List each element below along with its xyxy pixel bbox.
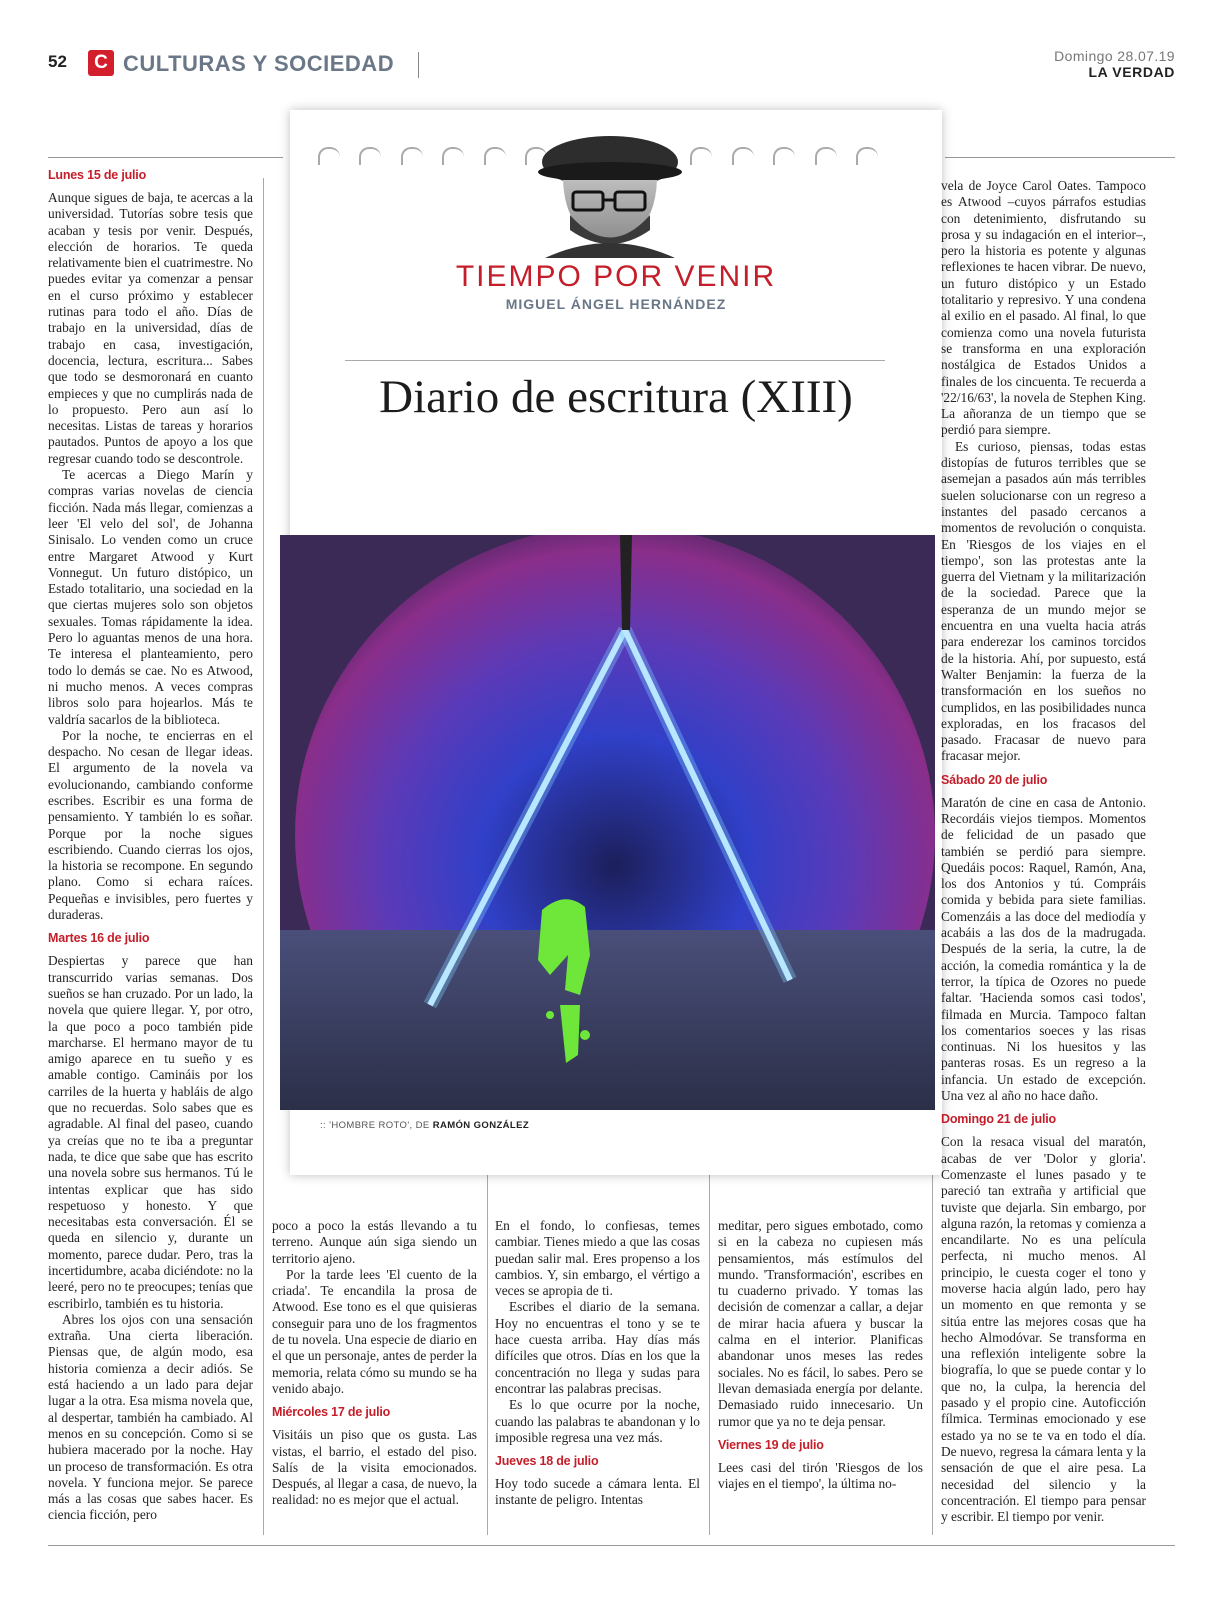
section-logo-icon: C — [88, 50, 114, 76]
caption-author: RAMÓN GONZÁLEZ — [432, 1120, 530, 1131]
paragraph: Con la resaca visual del maratón, acabas de ver 'Dolor y gloria'. Comenzaste el lunes pasado y te pareció tan extraña y artificial que tuviste que dejarla. Sin embargo, por alguna razón, la retomas y comienza a encandilarte. No es una película perfecta, ni mucho menos. Al principio, le cuesta coger el tono y moverse hacia algún lado, pero hay un momento en que remonta y se sitúa entre las mejores cosas que ha hecho Almodóvar. Se transforma en una reflexión inteligente sobre la biografía, lo que se puede contar y lo que no, la culpa, la herencia del pasado y el propio cine. Autoficción fílmica. Terminas emocionado y ese estado ya no se te va en todo el día. De nuevo, regresa la cámara lenta y la sensación de que el aire pesa. La necesidad del silencio y la concentración. El tiempo para pensar y escribir. El tiempo por venir. — [941, 1134, 1146, 1525]
column-header-card — [290, 110, 942, 1175]
paragraph: Por la tarde lees 'El cuento de la criada'. Te encandila la prosa de Atwood. Ese tono es el que quisieras conseguir para uno de los fragmentos de tu novela. Una especie de diario en el que un personaje, antes de perder la memoria, relata cómo su mundo se ha venido abajo. — [272, 1266, 477, 1396]
paragraph: Lees casi del tirón 'Riesgos de los viajes en el tiempo', la última no- — [718, 1459, 923, 1492]
paragraph: poco a poco la estás llevando a tu terreno. Aunque aún siga siendo un territorio ajeno. — [272, 1218, 477, 1266]
column-divider-1 — [263, 178, 264, 1535]
paragraph: Te acercas a Diego Marín y compras varias novelas de ciencia ficción. Nada más llegar, comienzas a leer 'El velo del sol', de Johanna Sinisalo. Lo venden como un cruce entre Margaret Atwood y Kurt Vonnegut. Un futuro distópico, un Estado totalitario, una sociedad en la que ciertas mujeres solo son objetos sexuales. Tomas rápidamente la idea. Pero lo aguantas menos de una hora. Te interesa el planteamiento, pero todo lo demás se cae. No es Atwood, ni mucho menos. A veces compras libros solo para hojearlos. Más te valdría sacarlos de la biblioteca. — [48, 467, 253, 727]
paragraph: Por la noche, te encierras en el despacho. No cesan de llegar ideas. El argumento de la novela va evolucionando, cambiando conforme escribes. Escribir es una forma de pensamiento. Y también lo es soñar. Porque por la noche sigues escribiendo. Cuando cierras los ojos, la historia se recompone. En segundo plano. Como si echara raíces. Pequeñas e invisibles, pero fuertes y duraderas. — [48, 727, 253, 923]
paragraph: meditar, pero sigues embotado, como si en la cabeza no cupiesen más pensamientos, más estímulos del mundo. 'Transformación', escribes en tu cuaderno privado. Y tomas las decisión de comenzar a callar, a dejar de mirar hacia afuera y buscar la calma en el interior. Planificas abandonar unos meses las redes sociales. No es fácil, lo sabes. Pero se llevan demasiada energía por delante. Demasiado ruido innecesario. Un rumor que ya no te deja pensar. — [718, 1218, 923, 1429]
page-number: 52 — [48, 52, 67, 71]
article-headline: Diario de escritura (XIII) — [379, 371, 853, 423]
column-divider-3 — [709, 1170, 710, 1535]
top-rule-left — [48, 157, 283, 158]
day-heading: Miércoles 17 de julio — [272, 1405, 391, 1420]
paragraph: Visitáis un piso que os gusta. Las vistas, el barrio, el estado del piso. Salís de la visita emocionados. Después, al llegar a casa, de nuevo, la realidad: no es mejor que el actual. — [272, 1427, 477, 1508]
top-rule-right — [945, 157, 1175, 158]
paragraph: Abres los ojos con una sensación extraña. Una cierta liberación. Piensas que, de algún modo, esa historia comienza a decir adiós. Se está haciendo a un lado para dejar lugar a la otra. Esa misma novela que, al despertar, también ha cambiado. Al menos en su concepción. Como si se hubiera macerado por la noche. Hay un proceso de transformación. Es otra novela. Y funciona mejor. Se parece más a las cosas que sabes hacer. Es ciencia ficción, pero — [48, 1311, 253, 1523]
article-column-5 — [941, 178, 1146, 1525]
paragraph: Hoy todo sucede a cámara lenta. El instante de peligro. Intentas — [495, 1476, 700, 1508]
day-heading: Jueves 18 de julio — [495, 1454, 599, 1469]
artwork-photo — [280, 535, 935, 1110]
newspaper-name: LA VERDAD — [1088, 64, 1175, 80]
header-divider — [418, 52, 419, 78]
column-author: MIGUEL ÁNGEL HERNÁNDEZ — [505, 296, 727, 312]
day-heading: Lunes 15 de julio — [48, 168, 147, 182]
paragraph: Aunque sigues de baja, te acercas a la universidad. Tutorías sobre tesis que acaban y tesis por venir. Después, elección de horarios. Te queda relativamente bien el cuatrimestre. No puedes evitar ya comenzar a pensar en el curso próximo y establecer rutinas para todo el año. Días de trabajo en la universidad, días de trabajo en casa, investigación, docencia, lectura, escritura... Sabes que todo se desmoronará en cuanto empieces y que no cumplirás nada de lo propuesto. Pero aun así lo necesitas. Listas de tareas y horarios pautados. Puntos de apoyo a los que regresar cuando todo se descontrole. — [48, 190, 253, 466]
article-column-2 — [272, 1218, 477, 1509]
paragraph: Despiertas y parece que han transcurrido varias semanas. Dos sueños se han cruzado. Por un lado, la novela que quiere llegar. Y, por otro, la que poco a poco también pide marcharse. El hermano mayor de tu amigo aparece en tu sueño y es amable contigo. Camináis por los carriles de la huerta y habláis de algo que no recuerdas. Solo sabes que es agradable. Al final del paseo, cuando ya creías que no te iba a preguntar nada, te dice que sabe que has escrito una novela sobre sus hermanos. Tú le intentas explicar que has sido respetuoso y honesto. Y que necesitabas esta conversación. Él se queda en silencio y, durante un momento, parece dudar. Pero, tras la incertidumbre, acaba diciéndote: no la leeré, pero no te preocupes; tenías que escribirlo, también es tu historia. — [48, 953, 253, 1311]
photo-caption — [320, 1120, 529, 1131]
title-rule — [345, 360, 885, 361]
column-divider-2 — [487, 1170, 488, 1535]
day-heading: Domingo 21 de julio — [941, 1112, 1056, 1127]
day-heading: Sábado 20 de julio — [941, 772, 1048, 787]
section-title: CULTURAS Y SOCIEDAD — [123, 51, 395, 76]
article-column-4 — [718, 1218, 923, 1492]
bottom-rule — [48, 1545, 1175, 1546]
paragraph: Escribes el diario de la semana. Hoy no encuentras el tono y se te hace cuesta arriba. Hay días más difíciles que otros. Días en los que la concentración no llega y sudas para encontrar las palabras precisas. — [495, 1299, 700, 1396]
paragraph: Es curioso, piensas, todas estas distopías de futuros terribles que se asemejan a pasados aún más terribles suelen solucionarse con un regreso a instantes del pasado cercanos a momentos de revolución o conquista. En 'Riesgos de los viajes en el tiempo', son las protestas ante la guerra del Vietnam y la militarización de la sociedad. Parece que la esperanza de un mundo mejor se encuentra en una vuelta hacia atrás para enderezar los caminos torcidos de la historia. Ahí, por supuesto, está Walter Benjamin: la fuerza de la transformación en los sueños no cumplidos, en las posibilidades nunca exploradas, en los fracasos del pasado. Fracasar de nuevo para fracasar mejor. — [941, 438, 1146, 764]
article-column-1 — [48, 168, 253, 1524]
author-portrait — [515, 110, 700, 258]
column-title: TIEMPO POR VENIR — [455, 260, 777, 293]
day-heading: Viernes 19 de julio — [718, 1437, 824, 1452]
day-heading: Martes 16 de julio — [48, 931, 150, 946]
caption-prefix: :: 'HOMBRE ROTO', DE — [320, 1120, 430, 1131]
issue-date: Domingo 28.07.19 — [1054, 48, 1175, 64]
article-column-3 — [495, 1218, 700, 1509]
paragraph: vela de Joyce Carol Oates. Tampoco es Atwood –cuyos párrafos estudias con detenimiento, disfrutando su prosa y su indagación en el interior–, pero la historia es potente y algunas reflexiones te hacen vibrar. De nuevo, un futuro distópico y un Estado totalitario y represivo. Y una condena al exilio en el pasado. Al final, lo que comienza como una novela futurista se transforma en una exploración nostálgica de Estados Unidos a finales de los cincuenta. Te recuerda a '22/16/63', la novela de Stephen King. La añoranza de un tiempo que se perdió para siempre. — [941, 178, 1146, 438]
paragraph: En el fondo, lo confiesas, temes cambiar. Tienes miedo a que las cosas puedan salir mal. Eres propenso a los cambios. Y, sin embargo, el vértigo a veces se apropia de ti. — [495, 1218, 700, 1299]
paragraph: Es lo que ocurre por la noche, cuando las palabras te abandonan y lo imposible regresa una vez más. — [495, 1397, 700, 1445]
paragraph: Maratón de cine en casa de Antonio. Recordáis viejos tiempos. Momentos de felicidad de un pasado que también se perdió para siempre. Quedáis pocos: Raquel, Ramón, Ana, los dos Antonios y tú. Compráis comida y bebida para siete familias. Comenzáis a las doce del mediodía y acabáis a las dos de la madrugada. Después de la seria, la cutre, la de acción, la comedia romántica y la de terror, la típica de Ozores no puede faltar. 'Hacienda somos casi todos', filmada en Murcia. Tampoco faltan los comentarios soeces y las risas continuas. Ni los huesitos y las panteras rosas. Es un regreso a la infancia. Un estado de excepción. Una vez al año no hace daño. — [941, 794, 1146, 1104]
